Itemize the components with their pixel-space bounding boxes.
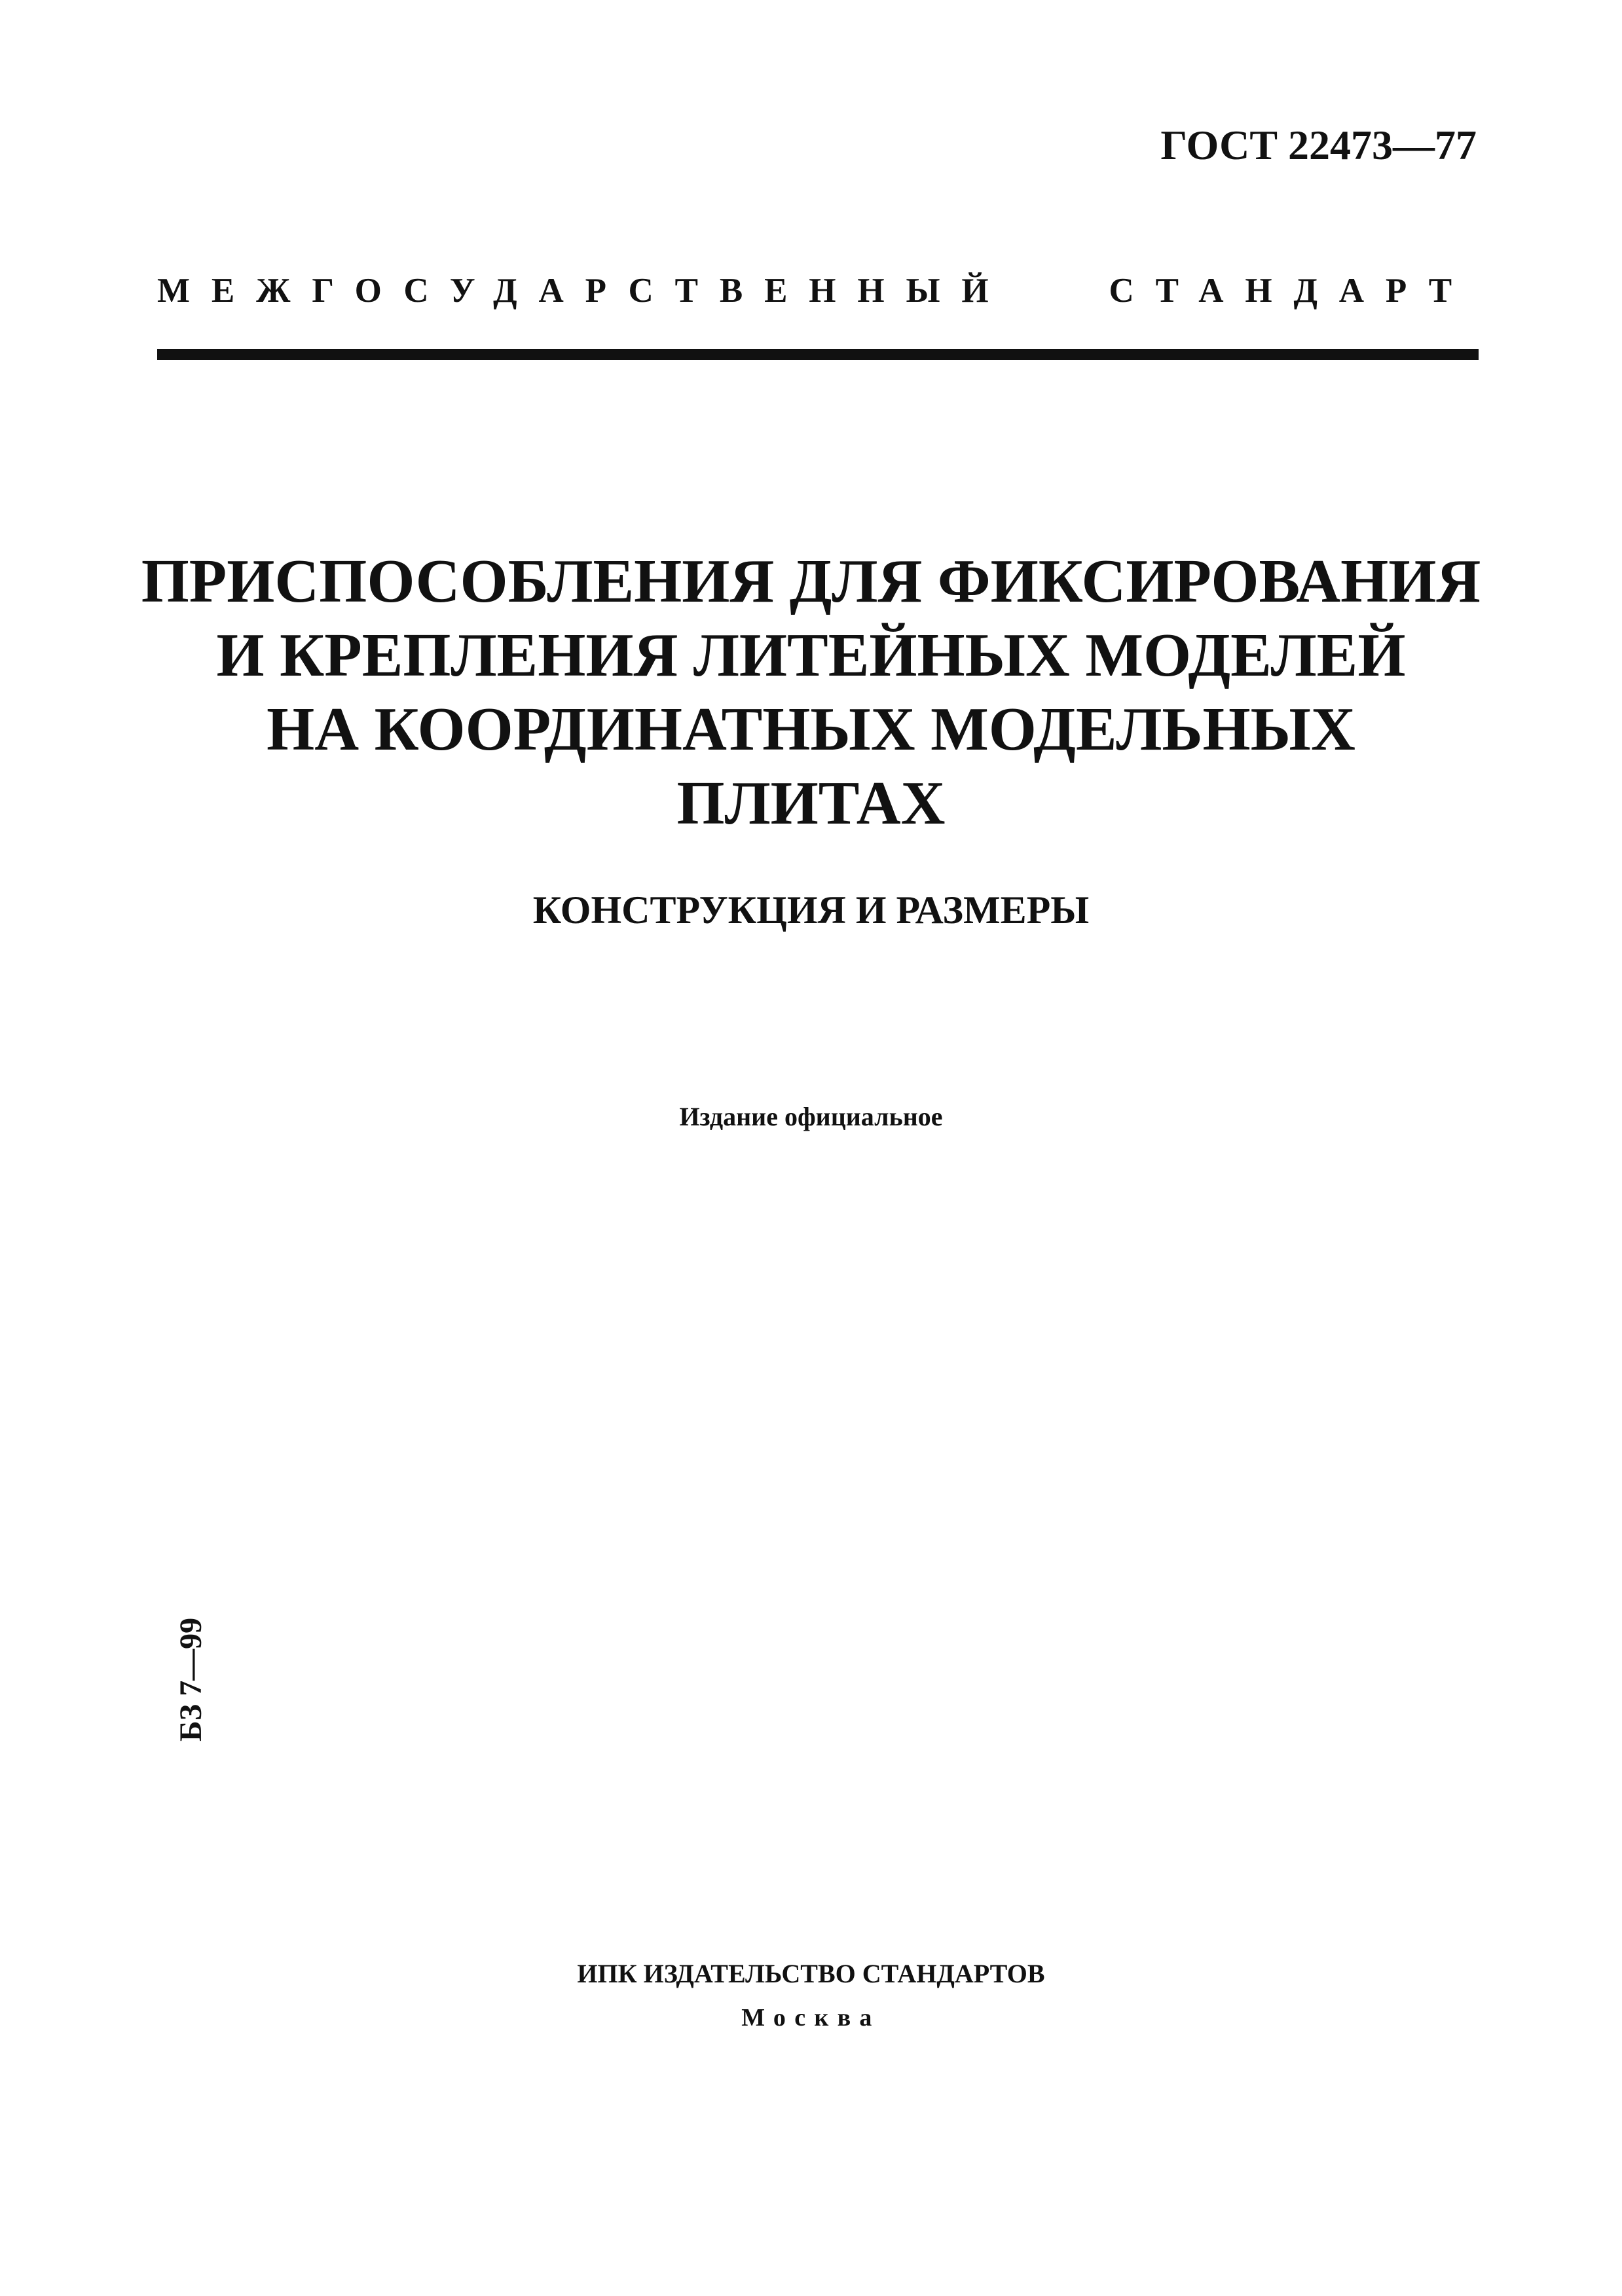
document-subtitle: КОНСТРУКЦИЯ И РАЗМЕРЫ — [532, 888, 1090, 932]
title-line: ПЛИТАХ — [676, 769, 946, 837]
header-divider — [157, 349, 1479, 360]
publisher-name: ИПК ИЗДАТЕЛЬСТВО СТАНДАРТОВ — [577, 1959, 1045, 1988]
standard-category-heading — [157, 274, 1473, 308]
title-line: И КРЕПЛЕНИЯ ЛИТЕЙНЫХ МОДЕЛЕЙ — [216, 621, 1406, 689]
gost-number: ГОСТ 22473—77 — [1160, 122, 1477, 168]
document-title — [131, 545, 1491, 841]
category-word-interstate: МЕЖГОСУДАРСТВЕННЫЙ — [157, 272, 1010, 310]
edition-note: Издание официальное — [679, 1102, 943, 1131]
side-code: БЗ 7—99 — [174, 1617, 208, 1741]
category-word-standard: СТАНДАРТ — [1109, 272, 1473, 310]
publisher-city: Москва — [741, 2004, 881, 2032]
title-line: ПРИСПОСОБЛЕНИЯ ДЛЯ ФИКСИРОВАНИЯ — [141, 547, 1481, 615]
title-line: НА КООРДИНАТНЫХ МОДЕЛЬНЫХ — [267, 695, 1355, 763]
